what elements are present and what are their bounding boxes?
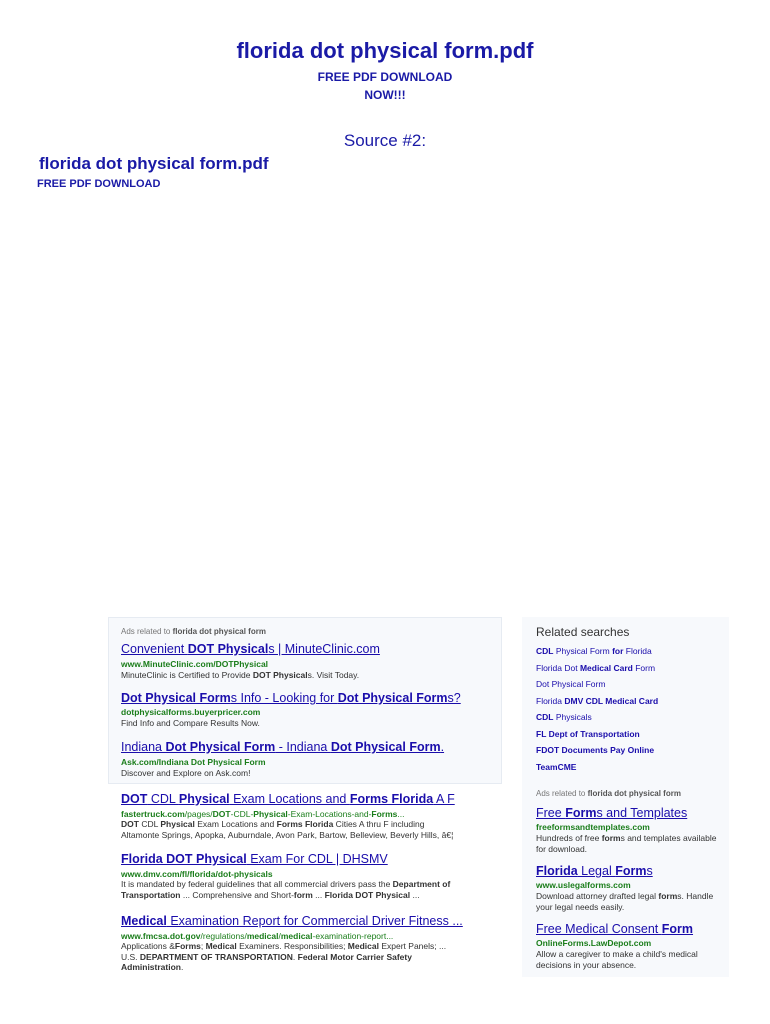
download-link-line1[interactable]: FREE PDF DOWNLOAD <box>317 70 453 84</box>
result-url-1[interactable]: fastertruck.com/pages/DOT-CDL-Physical-Exam-Locations-and-Forms... <box>121 809 405 819</box>
right-ad-title-2[interactable]: Florida Legal Forms <box>536 864 653 878</box>
ad-title-3[interactable]: Indiana Dot Physical Form - Indiana Dot Physical Form. <box>121 740 445 754</box>
right-ad-url-3[interactable]: OnlineForms.LawDepot.com <box>536 938 652 948</box>
source-label: Source #2: <box>343 131 427 150</box>
related-item-8[interactable]: TeamCME <box>536 762 577 772</box>
right-ad-desc-1: Hundreds of free forms and templates available for download. <box>536 833 717 854</box>
result-title-1[interactable]: DOT CDL Physical Exam Locations and Forms Florida A F <box>121 792 455 806</box>
result-url-2[interactable]: www.dmv.com/fl/florida/dot-physicals <box>121 869 273 879</box>
section-title: florida dot physical form.pdf <box>39 154 269 173</box>
related-item-4[interactable]: Florida DMV CDL Medical Card <box>536 696 659 706</box>
right-ads-header-query: florida dot physical form <box>587 789 681 798</box>
right-ad-desc-2: Download attorney drafted legal forms. Handle your legal needs easily. <box>536 891 714 912</box>
download-link-line2[interactable]: NOW!!! <box>364 88 406 102</box>
result-desc-1: DOT CDL Physical Exam Locations and Forms Florida Cities A thru F including Altamonte Springs, Apopka, Auburndale, Avon Park, Bartow, Belleview, Beverly Hills, â€¦ <box>121 819 454 840</box>
result-url-3[interactable]: www.fmcsa.dot.gov/regulations/medical/medical-examination-report... <box>121 931 394 941</box>
related-item-3[interactable]: Dot Physical Form <box>536 679 606 689</box>
ad-desc-1: MinuteClinic is Certified to Provide DOT Physicals. Visit Today. <box>121 670 360 680</box>
right-ads-header-prefix: Ads related to <box>536 789 588 798</box>
ad-desc-3: Discover and Explore on Ask.com! <box>121 768 251 778</box>
ads-header-prefix: Ads related to <box>121 627 173 636</box>
page-title: florida dot physical form.pdf <box>236 38 534 63</box>
right-ad-url-1[interactable]: freeformsandtemplates.com <box>536 822 650 832</box>
related-item-6[interactable]: FL Dept of Transportation <box>536 729 640 739</box>
ad-url-3[interactable]: Ask.com/Indiana Dot Physical Form <box>121 757 266 767</box>
right-ad-title-3[interactable]: Free Medical Consent Form <box>536 922 694 936</box>
related-searches-heading: Related searches <box>536 625 630 639</box>
right-ad-title-1[interactable]: Free Forms and Templates <box>536 806 688 820</box>
result-desc-3: Applications &Forms; Medical Examiners. Responsibilities; Medical Expert Panels; ... U.S. DEPARTMENT OF TRANSPORTATION. Federal Motor Carrier Safety Administration. <box>121 941 447 972</box>
section-download-link[interactable]: FREE PDF DOWNLOAD <box>37 178 161 190</box>
related-item-5[interactable]: CDL Physicals <box>536 712 592 722</box>
ad-desc-2: Find Info and Compare Results Now. <box>121 718 260 728</box>
related-item-7[interactable]: FDOT Documents Pay Online <box>536 745 655 755</box>
ad-url-1[interactable]: www.MinuteClinic.com/DOTPhysical <box>121 659 269 669</box>
right-ad-url-2[interactable]: www.uslegalforms.com <box>536 880 631 890</box>
right-ad-desc-3: Allow a caregiver to make a child's medical decisions in your absence. <box>536 949 698 970</box>
related-item-2[interactable]: Florida Dot Medical Card Form <box>536 663 656 673</box>
ad-title-2[interactable]: Dot Physical Forms Info - Looking for Dot Physical Forms? <box>121 691 461 705</box>
ad-title-1[interactable]: Convenient DOT Physicals | MinuteClinic.com <box>121 642 380 656</box>
result-title-3[interactable]: Medical Examination Report for Commercial Driver Fitness ... <box>121 914 463 928</box>
result-title-2[interactable]: Florida DOT Physical Exam For CDL | DHSMV <box>121 852 388 866</box>
ads-header <box>121 627 266 636</box>
related-item-1[interactable]: CDL Physical Form for Florida <box>536 646 652 656</box>
right-ads-header <box>536 789 681 798</box>
ads-header-query: florida dot physical form <box>172 627 266 636</box>
result-desc-2: It is mandated by federal guidelines that all commercial drivers pass the Department of Transportation ... Comprehensive and Short-form ... Florida DOT Physical ... <box>121 879 451 900</box>
ad-url-2[interactable]: dotphysicalforms.buyerpricer.com <box>121 707 261 717</box>
